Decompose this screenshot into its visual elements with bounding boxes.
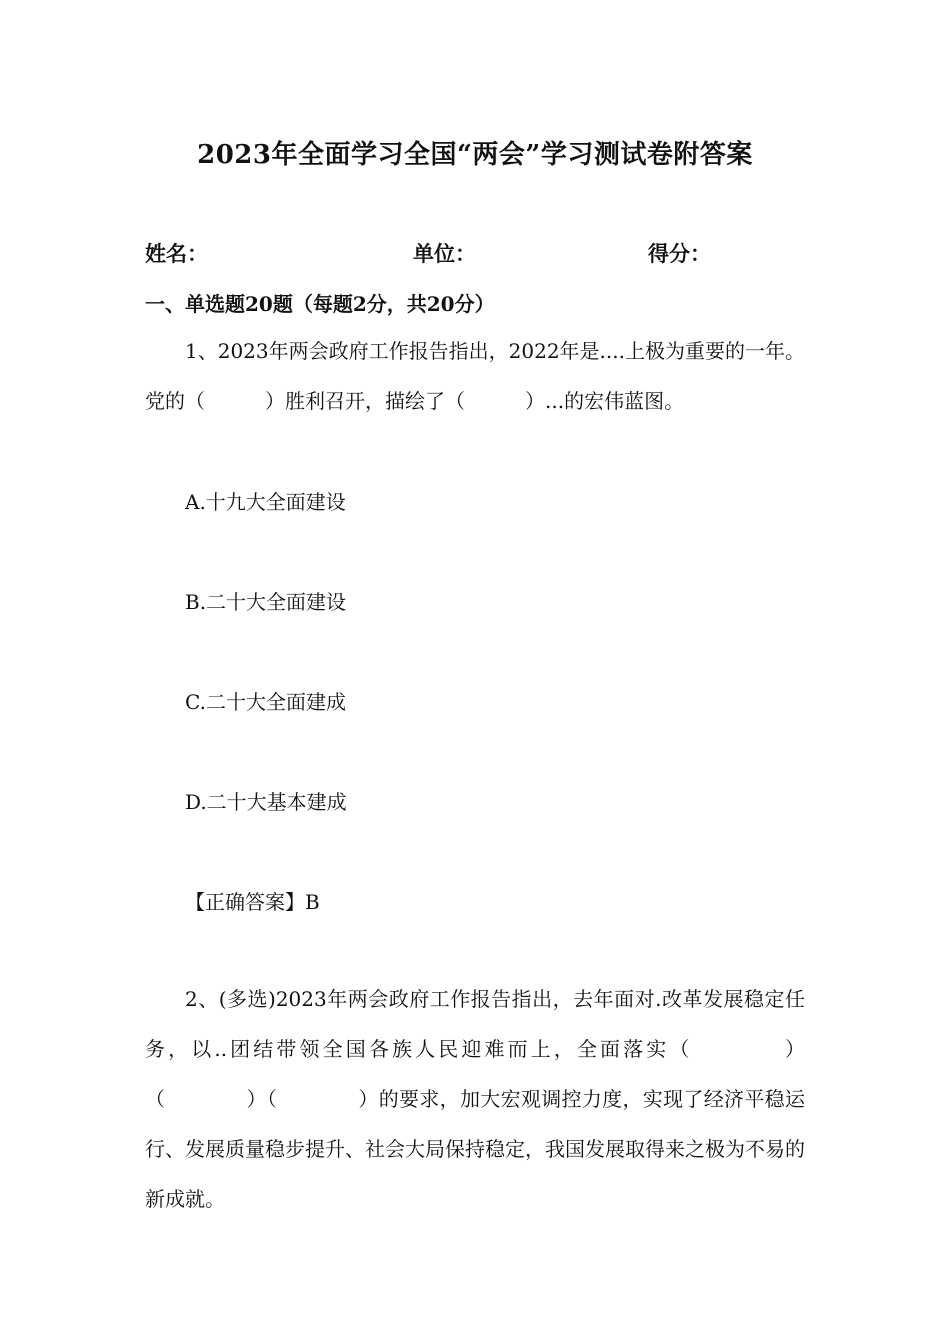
question-1-option-d: D.二十大基本建成 xyxy=(185,790,347,814)
question-1-option-a: A.十九大全面建设 xyxy=(185,490,346,514)
score-label: 得分： xyxy=(648,241,711,266)
unit-label: 单位： xyxy=(413,241,476,266)
question-1-option-c: C.二十大全面建成 xyxy=(185,690,346,714)
document-title: 2023年全面学习全国“两会”学习测试卷附答案 xyxy=(197,140,753,170)
name-label: 姓名： xyxy=(145,241,208,266)
info-row xyxy=(145,238,805,268)
question-2-text: 2、(多选)2023年两会政府工作报告指出，去年面对.改革发展稳定任务，以..团结带领全国各族人民迎难而上，全面落实（ ）（ ）（ ）的要求，加大宏观调控力度，实现了经济平稳运行、发展质量稳步提升、社会大局保持稳定，我国发展取得来之极为不易的新成就。 xyxy=(145,987,805,1211)
question-1-answer: 【正确答案】B xyxy=(185,890,320,914)
question-1-option-b: B.二十大全面建设 xyxy=(185,590,347,614)
section-heading: 一、单选题20题（每题2分，共20分） xyxy=(145,292,495,316)
question-1-text: 1、2023年两会政府工作报告指出，2022年是....上极为重要的一年。党的（ ）胜利召开，描绘了（ ）...的宏伟蓝图。 xyxy=(145,339,805,413)
